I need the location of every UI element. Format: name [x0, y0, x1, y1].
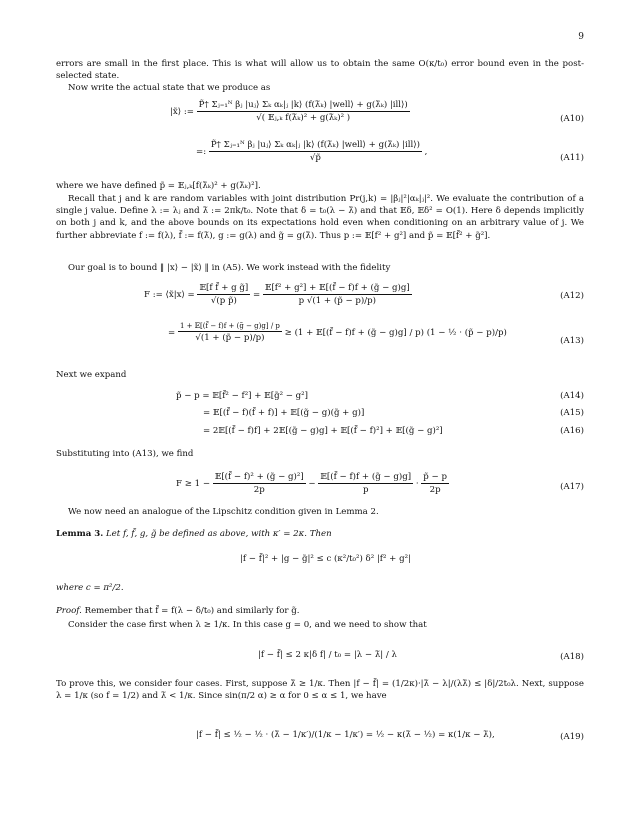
equation-a12-fraction-1: $\frac{\text{𝔼[f f̃ + g g̃]}}{\text{√(p p̃)}}$: [199, 283, 249, 306]
equation-a12: F := ⟨x̃|x⟩ = $\frac{\text{𝔼[f f̃ + g g̃]}}{\text{√(p p̃)}}$ = $\frac{\text{𝔼[f² + g²] + 𝔼[(f̃ − f)f + (g̃ − g)g]}}{p √(1 + (p̃ - p)/p)}$: [144, 283, 410, 306]
paragraph-define-p: where we have defined p̃ = 𝔼ⱼ,ₖ[f(λ̃ₖ)² + g(λ̃ₖ)²].: [56, 181, 261, 191]
equation-a16: = 2𝔼[(f̃ − f)f] + 2𝔼[(g̃ − g)g] + 𝔼[(f̃ − f)²] + 𝔼[(g̃ − g)²]: [203, 426, 443, 436]
equation-a11: [196, 140, 427, 163]
equation-a11-label: (A11): [560, 153, 584, 163]
equation-a14-label: (A14): [560, 391, 584, 401]
paragraph-expand: Next we expand: [56, 370, 127, 380]
equation-a19-label: (A19): [560, 732, 584, 742]
equation-a13-bound: (1 + 𝔼[(f̃ − f)f + (g̃ − g)g] / p) (1 − ½ · (p̃ − p)/p): [294, 328, 507, 338]
paragraph-case: Consider the case first when λ ≥ 1/κ. In this case g = 0, and we need to show that: [68, 620, 427, 630]
paragraph-intro: errors are small in the first place. This is what will allow us to obtain the same O(κ/t₀) error bound even in the post-selected state.: [56, 59, 584, 82]
equation-a10-denominator: √( 𝔼ⱼ,ₖ f(λ̃ₖ)² + g(λ̃ₖ)² ): [256, 113, 351, 123]
proof-heading: Proof.: [56, 606, 82, 616]
equation-a13-fraction: $\frac{\text{1 + 𝔼[(f̃ − f)f + (g̃ − g)g] / p}}{√(1 + (p̃ - p)/p)}$: [179, 322, 280, 343]
equation-a15: = 𝔼[(f̃ − f)(f̃ + f)] + 𝔼[(g̃ − g)(g̃ + g)]: [203, 408, 365, 418]
equation-a10-numerator: P̃† Σⱼ₌₁ᴺ βⱼ |uⱼ⟩ Σₖ αₖ|ⱼ |k⟩ (f(λ̃ₖ) |well⟩ + g(λ̃ₖ) |ill⟩): [198, 100, 408, 110]
equation-a17: F ≥ 1 − $\frac{\text{𝔼[(f̃ − f)² + (g̃ − g)²]}}{2p}$ − $\frac{\text{𝔼[(f̃ − f)f + (g̃ − g)g]}}{p}$ · $\frac{p̃ - p}{2p}$: [176, 472, 447, 495]
lemma-equation: |f − f̃|² + |g − g̃|² ≤ c (κ²/t₀²) δ² |f² + g²|: [240, 554, 411, 564]
equation-a12-label: (A12): [560, 291, 584, 301]
equation-a11-denominator: √p̃: [309, 153, 321, 163]
paragraph-state: Now write the actual state that we produce as: [68, 83, 271, 93]
equation-a11-comma: ,: [424, 147, 428, 157]
equation-a10-lhs: |x̃⟩ :=: [170, 107, 194, 117]
equation-a10-fraction: [197, 100, 410, 123]
equation-a10-label: (A10): [560, 114, 584, 124]
lemma-3: [56, 528, 584, 540]
equation-a10: [170, 100, 410, 123]
lemma-statement: Let f, f̃, g, g̃ be defined as above, with κ′ = 2κ. Then: [105, 529, 332, 539]
equation-a11-lhs: =:: [196, 147, 207, 157]
equation-a11-fraction: [209, 140, 422, 163]
lemma-heading: Lemma 3.: [56, 529, 104, 539]
equation-a13: = $\frac{\text{1 + 𝔼[(f̃ − f)f + (g̃ − g)g] / p}}{√(1 + (p̃ - p)/p)}$ ≥ (1 + 𝔼[(f̃ − f)f + (g̃ − g)g] / p) (1 − ½ · (p̃ − p)/p): [168, 322, 507, 343]
proof: [56, 605, 584, 617]
equation-a19: |f − f̃| ≤ ½ − ½ · (λ̃ − 1/κ′)/(1/κ − 1/κ′) = ½ − κ(λ̃ − ½) = κ(1/κ − λ̃),: [196, 730, 495, 740]
equation-a17-fraction-2: $\frac{\text{𝔼[(f̃ − f)f + (g̃ − g)g]}}{p}$: [320, 472, 412, 495]
equation-a16-label: (A16): [560, 426, 584, 436]
equation-a13-label: (A13): [560, 336, 584, 346]
equation-a17-fraction-3: $\frac{p̃ - p}{2p}$: [423, 472, 447, 495]
paragraph-recall: Recall that j and k are random variables with joint distribution Pr(j,k) = |βⱼ|²|αₖ|ⱼ|². We evaluate the contribution of a single j value. Define λ := λⱼ and λ̃ := 2πk/t₀. Note that δ = t₀(λ − λ̃) and that 𝔼δ, 𝔼δ² = O(1). Here δ depends implicitly on both j and k, and the above bounds on its expectations hold even when conditioning on an arbitrary value of j. We further abbreviate f := f(λ), f̃ := f(λ̃), g := g(λ) and g̃ = g(λ̃). Thus p := 𝔼[f² + g²] and p̃ = 𝔼[f̃² + g̃²].: [56, 194, 584, 241]
equation-a17-fraction-1: $\frac{\text{𝔼[(f̃ − f)² + (g̃ − g)²]}}{2p}$: [214, 472, 304, 495]
equation-a18: |f − f̃| ≤ 2 κ|δ f| / t₀ = |λ − λ̃| / λ: [258, 650, 398, 660]
page-number: 9: [578, 32, 584, 42]
paragraph-substituting: Substituting into (A13), we find: [56, 449, 194, 459]
equation-a17-label: (A17): [560, 482, 584, 492]
equation-a12-fraction-2: $\frac{\text{𝔼[f² + g²] + 𝔼[(f̃ − f)f + (g̃ − g)g]}}{p √(1 + (p̃ - p)/p)}$: [264, 283, 410, 306]
equation-a11-numerator: P̃† Σⱼ₌₁ᴺ βⱼ |uⱼ⟩ Σₖ αₖ|ⱼ |k⟩ (f(λ̃ₖ) |well⟩ + g(λ̃ₖ) |ill⟩): [210, 140, 420, 150]
equation-a15-label: (A15): [560, 408, 584, 418]
paragraph-lipschitz: We now need an analogue of the Lipschitz condition given in Lemma 2.: [68, 507, 379, 517]
equation-a18-label: (A18): [560, 652, 584, 662]
equation-a12-lhs: F := ⟨x̃|x⟩ =: [144, 290, 195, 300]
paragraph-four-cases: To prove this, we consider four cases. First, suppose λ̃ ≥ 1/κ. Then |f − f̃| = (1/2κ)·|λ̃ − λ|/(λλ̃) ≤ |δ|/2t₀λ. Next, suppose λ = 1/κ (so f = 1/2) and λ̃ < 1/κ. Since sin(π/2 α) ≥ α for 0 ≤ α ≤ 1, we have: [56, 679, 584, 702]
paragraph-goal: Our goal is to bound ‖ |x⟩ − |x̃⟩ ‖ in (A5). We work instead with the fidelity: [68, 263, 391, 273]
lemma-where: where c = π²/2.: [56, 583, 124, 593]
proof-text: Remember that f̃ = f(λ − δ/t₀) and similarly for g̃.: [84, 606, 300, 616]
equation-a14: p̃ − p = 𝔼[f̃² − f²] + 𝔼[g̃² − g²]: [176, 391, 308, 401]
